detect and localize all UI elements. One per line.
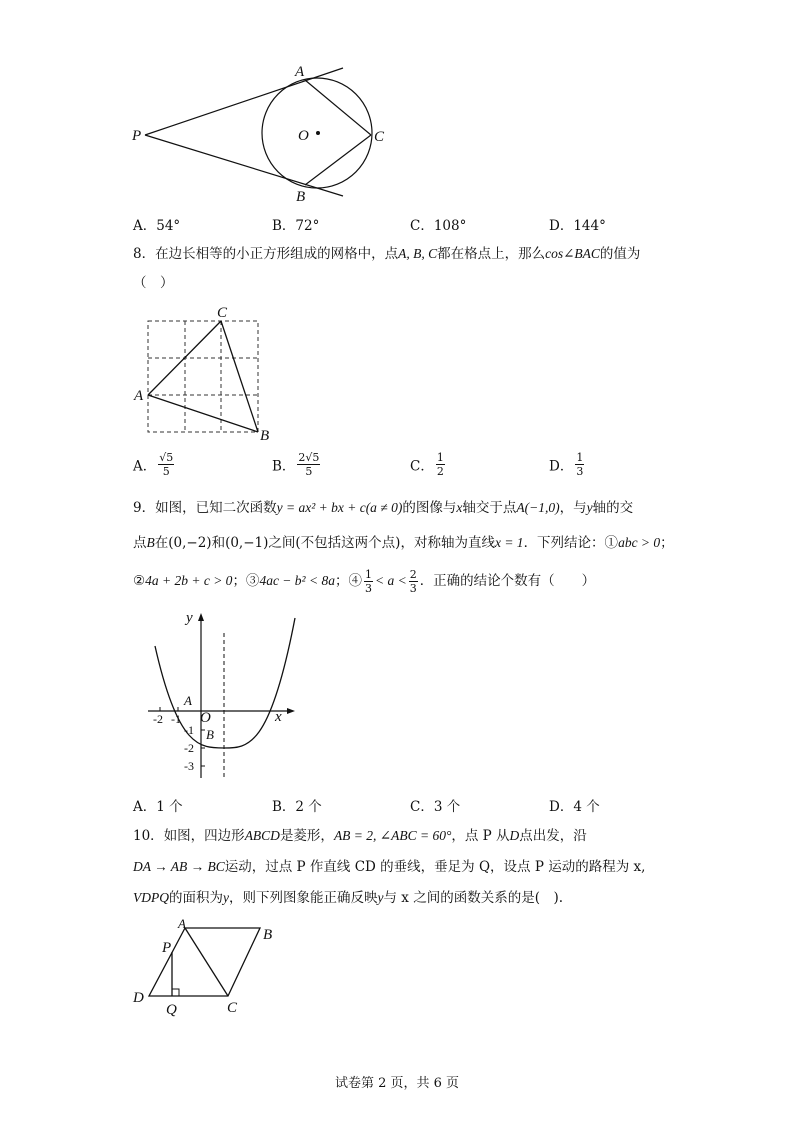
q10-stem-line-1: 10．如图，四边形ABCD是菱形，AB = 2, ∠ABC = 60°，点 P 从D点出发，沿: [133, 828, 587, 844]
q7-label-o: O: [298, 128, 309, 144]
q8-option-b: B． $\frac{2√5}{5}$: [272, 451, 320, 478]
q9-label-x: x: [275, 709, 282, 725]
q7-option-b: B．72°: [272, 218, 320, 234]
q9-tick-y-minus3: -3: [184, 759, 194, 773]
q8-grid-figure: [130, 302, 280, 447]
q10-label-b: B: [263, 927, 273, 943]
q8-side-ab: [148, 395, 258, 432]
q7-tangent-pa: [145, 68, 343, 135]
q7-label-p: P: [132, 128, 142, 144]
q9-parabola: [155, 618, 295, 748]
q10-stem-line-2: DA → AB → BC运动，过点 P 作直线 CD 的垂线，垂足为 Q，设点 P 运动的路程为 x,: [133, 859, 646, 875]
q8-label-c: C: [217, 305, 228, 321]
q9-parabola-graph: [140, 608, 305, 788]
q9-option-c: C．3 个: [410, 799, 461, 815]
q10-diagonal-ac: [185, 928, 228, 996]
q7-label-b: B: [296, 189, 306, 205]
q10-label-c: C: [227, 1000, 238, 1016]
q9-tick-x-minus2: -2: [153, 712, 163, 726]
q9-label-o: O: [200, 710, 211, 726]
q10-label-d: D: [133, 990, 144, 1006]
q9-stem-line-2: 点B在(0,−2)和(0,−1)之间(不包括这两个点)，对称轴为直线x = 1．下列结论：①abc > 0；: [133, 535, 674, 551]
q8-label-b: B: [260, 428, 270, 444]
q9-tick-y-minus2: -2: [184, 741, 194, 755]
q9-tick-x-minus1: -1: [171, 712, 181, 726]
q10-right-angle-mark: [172, 989, 179, 996]
q7-option-d: D．144°: [549, 218, 606, 234]
q9-stem-line-1: 9．如图，已知二次函数y = ax² + bx + c(a ≠ 0)的图像与x轴交于点A(−1,0)，与y轴的交: [133, 500, 634, 516]
q9-option-b: B．2 个: [272, 799, 322, 815]
q9-y-arrow: [198, 613, 204, 621]
q8-side-cb: [221, 321, 258, 432]
q7-option-a: A．54°: [133, 218, 181, 234]
q7-chord-ac: [305, 80, 371, 135]
q9-option-d: D．4 个: [549, 799, 600, 815]
q10-rhombus: [149, 928, 260, 996]
page-footer: 试卷第 2 页，共 6 页: [334, 1076, 460, 1091]
q10-rhombus-figure: [130, 918, 290, 1018]
q10-stem-line-3: VDPQ的面积为y，则下列图象能正确反映y与 x 之间的函数关系的是( ).: [133, 890, 564, 906]
q8-option-c: C． $\frac{1}{2}$: [410, 451, 444, 478]
q8-label-a: A: [134, 388, 144, 404]
q7-chord-bc: [305, 135, 371, 185]
q8-stem: 8．在边长相等的小正方形组成的网格中，点A, B, C都在格点上，那么cos∠BAC的值为: [133, 246, 641, 262]
q7-label-c: C: [374, 129, 385, 145]
q8-option-a: A． $\frac{√5}{5}$: [133, 451, 174, 478]
q7-option-c: C．108°: [410, 218, 467, 234]
q9-label-y: y: [186, 610, 193, 626]
q7-tangent-pb: [145, 135, 343, 196]
q9-tick-y-minus1: -1: [184, 723, 194, 737]
q10-label-q: Q: [166, 1002, 177, 1018]
q9-option-a: A．1 个: [133, 799, 183, 815]
q9-stem-line-3: ②4a + 2b + c > 0；③4ac − b² < 8a；④ $\frac{1}{3}$ < a < $\frac{2}{3}$ ．正确的结论个数有（ ）: [133, 568, 596, 595]
q10-label-a: A: [178, 918, 186, 931]
q8-grid: [148, 321, 258, 432]
q9-label-b: B: [206, 727, 214, 742]
q9-x-arrow: [287, 708, 295, 714]
q8-paren: （ ）: [133, 275, 174, 291]
q9-label-a: A: [184, 693, 192, 708]
q8-option-d: D． $\frac{1}{3}$: [549, 451, 584, 478]
q7-center-dot: [316, 131, 320, 135]
q7-figure: [125, 60, 395, 210]
q7-label-a: A: [295, 64, 305, 80]
q10-label-p: P: [162, 940, 172, 956]
